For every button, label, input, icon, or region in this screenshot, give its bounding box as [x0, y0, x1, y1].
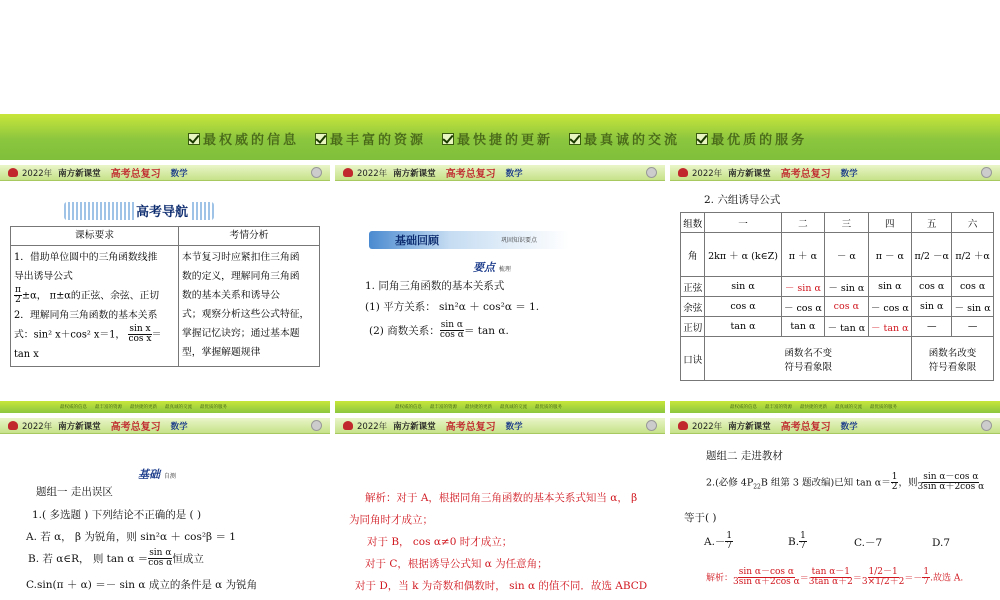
- table-cell: —: [952, 317, 994, 337]
- fraction: [440, 321, 464, 341]
- header-review: 高考总复习: [780, 422, 831, 433]
- quotient-relation: [369, 321, 509, 341]
- req-text: ±α， π±α的正弦、余弦、正切: [21, 290, 160, 302]
- header-subject: 数学: [840, 168, 858, 179]
- nav-circle-icon[interactable]: [981, 167, 992, 178]
- footer-item: 最权威的信息: [395, 405, 422, 410]
- footer-item: 最权威的信息: [60, 405, 87, 410]
- req-text: 式：sin² x＋cos² x＝1，: [14, 329, 126, 341]
- option-a: A. 若 α， β 为锐角，则 sin²α ＋ cos²β ＝ 1: [26, 531, 236, 543]
- checkbox-icon: [315, 133, 327, 145]
- self-test-label: [138, 466, 176, 482]
- banner-item-0: [188, 129, 299, 148]
- explanation-line: 对于 C，根据诱导公式知 α 为任意角；: [365, 558, 548, 570]
- column-header: 二: [781, 213, 825, 233]
- analysis-line: 数的基本关系和诱导公: [182, 289, 280, 301]
- solution-label: 解析：: [706, 573, 734, 584]
- question-part: 2.(必修 4P: [706, 477, 754, 489]
- mnemonic-line: 符号看象限: [784, 361, 833, 373]
- slide-header: [0, 165, 330, 181]
- denominator: cos x: [128, 334, 152, 345]
- solution-text: ＝－: [904, 573, 923, 584]
- slide-thumbnail-4[interactable]: [0, 418, 330, 600]
- option-a: [704, 532, 733, 552]
- denominator: 3sin α＋2cos α: [733, 577, 800, 588]
- fraction: [725, 532, 733, 552]
- mnemonic-right: [912, 337, 994, 381]
- banner-label: 最权威的信息: [203, 133, 300, 148]
- numerator: sin x: [129, 323, 151, 334]
- header-review: 高考总复习: [445, 169, 496, 180]
- footer-item: 最丰富的资源: [95, 405, 122, 410]
- quotient-label: (2) 商数关系：: [369, 324, 440, 337]
- table-cell: － tan α: [825, 317, 868, 337]
- numerator: 1/2－1: [868, 567, 898, 577]
- section-title-badge: [64, 202, 214, 220]
- header-brand: 南方新课堂: [728, 421, 771, 432]
- answer-cell: － sin α: [781, 277, 825, 297]
- fraction: [148, 549, 172, 569]
- option-label: A.－: [704, 535, 726, 548]
- formula-table-title: 2. 六组诱导公式: [704, 194, 781, 206]
- numerator: 1: [923, 567, 930, 577]
- denominator: 3tan α＋2: [808, 577, 853, 588]
- slide-footer: [0, 401, 330, 413]
- header-review: 高考总复习: [780, 169, 831, 180]
- fraction: [917, 473, 984, 493]
- table-cell: sin α: [912, 297, 952, 317]
- header-subject: 数学: [170, 421, 188, 432]
- logo-icon: [343, 421, 353, 430]
- quotient-result: ＝ tan α.: [463, 324, 509, 337]
- nav-circle-icon[interactable]: [981, 420, 992, 431]
- denominator: 3×1/2＋2: [861, 577, 905, 588]
- fraction: [922, 568, 930, 588]
- question-part: ，则: [898, 477, 918, 489]
- page-subscript: 22: [753, 483, 761, 491]
- header-subject: 数学: [170, 168, 188, 179]
- analysis-line: 本节复习时应紧扣住三角函: [182, 251, 300, 263]
- req-line: 2．理解同角三角函数的基本关系: [14, 309, 158, 321]
- answer-cell: － tan α: [868, 317, 912, 337]
- column-header: 六: [952, 213, 994, 233]
- footer-item: 最丰富的资源: [765, 405, 792, 410]
- column-header: 组数: [681, 213, 705, 233]
- footer-item: 最优质的服务: [535, 405, 562, 410]
- fraction: [809, 568, 853, 588]
- column-header: 课标要求: [11, 227, 179, 246]
- banner-label: 最快捷的更新: [457, 133, 554, 148]
- slide-header: [670, 165, 1000, 181]
- option-b-text: 恒成立: [172, 552, 204, 565]
- banner-item-3: [569, 129, 680, 148]
- slide-footer: [335, 401, 665, 413]
- column-header: 五: [912, 213, 952, 233]
- footer-item: 最优质的服务: [200, 405, 227, 410]
- slide-thumbnail-2[interactable]: [335, 165, 665, 413]
- slide-header: [670, 418, 1000, 434]
- footer-item: 最丰富的资源: [430, 405, 457, 410]
- header-subject: 数学: [840, 421, 858, 432]
- footer-item: 最真诚的交流: [835, 405, 862, 410]
- logo-icon: [343, 168, 353, 177]
- angle-cell: π ＋ α: [781, 233, 825, 277]
- header-year: 2022年: [22, 168, 53, 179]
- table-cell: － sin α: [952, 297, 994, 317]
- numerator: 1: [726, 531, 733, 541]
- column-header: 三: [825, 213, 868, 233]
- numerator: sin α: [149, 548, 172, 558]
- column-header: 四: [868, 213, 912, 233]
- explanation-line: 为同角时才成立；: [349, 514, 433, 526]
- header-year: 2022年: [357, 421, 388, 432]
- numerator: sin α－cos α: [738, 567, 794, 577]
- checkbox-icon: [569, 133, 581, 145]
- nav-circle-icon[interactable]: [646, 420, 657, 431]
- table-cell: —: [912, 317, 952, 337]
- checkbox-icon: [442, 133, 454, 145]
- self-test-subtitle: 自测: [163, 473, 176, 480]
- req-line: [14, 286, 175, 306]
- mnemonic-line: 函数名改变: [928, 347, 977, 359]
- banner-item-1: [315, 129, 426, 148]
- header-review: 高考总复习: [445, 422, 496, 433]
- fraction: [128, 325, 151, 345]
- column-header: 考情分析: [179, 227, 320, 246]
- denominator: 3sin α＋2cos α: [917, 482, 985, 493]
- row-header: 角: [681, 233, 705, 277]
- slide-header: [335, 418, 665, 434]
- analysis-cell: [179, 245, 320, 366]
- key-points-subtitle: 梳理: [498, 266, 511, 273]
- nav-circle-icon[interactable]: [311, 167, 322, 178]
- slide-header: [0, 418, 330, 434]
- header-year: 2022年: [692, 421, 723, 432]
- course-table: [10, 226, 320, 367]
- req-line: 1．借助单位圆中的三角函数线推: [14, 251, 158, 263]
- analysis-line: 数的定义，理解同角三角函: [182, 270, 300, 282]
- logo-icon: [678, 421, 688, 430]
- numerator: sin α: [440, 320, 463, 330]
- solution-line: 解析： $\frac{\text{sin α－cos α}}{\text{3sin α＋2cos α}}$ ＝ $\frac{\text{tan α－1}}{\text{3tan α＋2}}$ ＝ $\frac{1/2-1}{3\times 1/2+2}$ ＝－ $\frac{1}{7}$ .故选 A.: [706, 567, 964, 588]
- option-d: D.7: [932, 537, 951, 549]
- denominator: 7: [726, 541, 733, 552]
- mnemonic-line: 函数名不变: [784, 347, 833, 359]
- req-line: 导出诱导公式: [14, 270, 73, 282]
- table-cell: sin α: [868, 277, 912, 297]
- denominator: 7: [923, 577, 930, 588]
- header-brand: 南方新课堂: [728, 168, 771, 179]
- requirements-cell: [11, 245, 179, 366]
- header-subject: 数学: [505, 168, 523, 179]
- header-brand: 南方新课堂: [58, 168, 101, 179]
- denominator: cos α: [439, 330, 464, 341]
- answer-cell: cos α: [825, 297, 868, 317]
- header-year: 2022年: [22, 421, 53, 432]
- analysis-line: 型，掌握解题规律: [182, 347, 261, 359]
- header-year: 2022年: [357, 168, 388, 179]
- slide-thumbnail-6[interactable]: [670, 418, 1000, 600]
- key-points-title: 要点: [473, 261, 495, 274]
- denominator: cos α: [148, 558, 173, 569]
- header-brand: 南方新课堂: [58, 421, 101, 432]
- footer-item: 最权威的信息: [730, 405, 757, 410]
- banner-label: 最丰富的资源: [330, 133, 427, 148]
- fraction: [14, 286, 22, 306]
- question-blank: 等于( ): [684, 512, 717, 524]
- angle-cell: 2kπ ＋ α (k∈Z): [705, 233, 781, 277]
- slide-thumbnail-3[interactable]: [670, 165, 1000, 413]
- table-cell: － cos α: [868, 297, 912, 317]
- mnemonic-line: 符号看象限: [928, 361, 977, 373]
- header-year: 2022年: [692, 168, 723, 179]
- table-cell: cos α: [912, 277, 952, 297]
- row-header: 正弦: [681, 277, 705, 297]
- numerator: π: [15, 284, 21, 295]
- column-header: 一: [705, 213, 781, 233]
- banner-item-2: [442, 129, 553, 148]
- angle-cell: π/2 －α: [912, 233, 952, 277]
- req-text: ＝tan x: [14, 329, 162, 360]
- footer-item: 最真诚的交流: [500, 405, 527, 410]
- angle-cell: － α: [825, 233, 868, 277]
- header-review: 高考总复习: [110, 169, 161, 180]
- explanation-line: 对于 D，当 k 为奇数和偶数时， sin α 的值不同．故选 ABCD: [355, 580, 648, 592]
- checkbox-icon: [188, 133, 200, 145]
- footer-item: 最快捷的更新: [130, 405, 157, 410]
- option-c: C.－7: [854, 537, 883, 549]
- angle-cell: π － α: [868, 233, 912, 277]
- fraction: [733, 568, 800, 588]
- topic-heading: 1. 同角三角函数的基本关系式: [365, 280, 505, 292]
- analysis-line: 掌握记忆诀窍；通过基本题: [182, 328, 300, 340]
- table-cell: cos α: [705, 297, 781, 317]
- solution-text: .故选 A.: [930, 573, 964, 584]
- checkbox-icon: [696, 133, 708, 145]
- analysis-line: 式；观察分析这些公式特征，: [182, 308, 310, 320]
- explanation-line: 解析：对于 A，根据同角三角函数的基本关系式知当 α， β: [365, 492, 638, 504]
- fraction: [862, 568, 904, 588]
- numerator: tan α－1: [811, 567, 851, 577]
- table-cell: － sin α: [825, 277, 868, 297]
- header-review: 高考总复习: [110, 422, 161, 433]
- question-group-title: 题组一 走出误区: [36, 486, 113, 498]
- section-title: 高考导航: [134, 201, 190, 220]
- denominator: 2: [15, 295, 21, 306]
- numerator: 1: [891, 472, 898, 482]
- footer-item: 最真诚的交流: [165, 405, 192, 410]
- logo-icon: [678, 168, 688, 177]
- header-brand: 南方新课堂: [393, 168, 436, 179]
- option-b: [788, 532, 807, 552]
- footer-item: 最快捷的更新: [465, 405, 492, 410]
- row-header: 余弦: [681, 297, 705, 317]
- fraction: [799, 532, 807, 552]
- key-points-label: [473, 259, 511, 275]
- banner-label: 最优质的服务: [711, 133, 808, 148]
- row-header: 口诀: [681, 337, 705, 381]
- slide-header: [335, 165, 665, 181]
- mnemonic-left: [705, 337, 912, 381]
- row-header: 正切: [681, 317, 705, 337]
- numerator: sin α－cos α: [923, 472, 979, 482]
- footer-item: 最快捷的更新: [800, 405, 827, 410]
- logo-icon: [8, 168, 18, 177]
- explanation-line: 对于 B， cos α≠0 时才成立；: [367, 536, 513, 548]
- req-line: [14, 325, 175, 364]
- denominator: 7: [800, 541, 806, 552]
- table-cell: － cos α: [781, 297, 825, 317]
- self-test-title: 基础: [138, 468, 160, 481]
- slide-footer: [670, 401, 1000, 413]
- table-cell: tan α: [781, 317, 825, 337]
- question-text: [706, 473, 984, 493]
- footer-item: 最优质的服务: [870, 405, 897, 410]
- top-banner: [0, 114, 1000, 160]
- question-text: 1.( 多选题 ) 下列结论不正确的是 ( ): [32, 509, 202, 521]
- banner-item-4: [696, 129, 807, 148]
- nav-circle-icon[interactable]: [646, 167, 657, 178]
- induction-formula-table: [680, 212, 994, 381]
- numerator: 1: [800, 531, 806, 541]
- option-label: B.: [788, 535, 800, 548]
- header-brand: 南方新课堂: [393, 421, 436, 432]
- option-b-text: B. 若 α∈R， 则 tan α ＝: [28, 552, 149, 565]
- slide-thumbnail-5[interactable]: [335, 418, 665, 600]
- nav-circle-icon[interactable]: [311, 420, 322, 431]
- question-group-title: 题组二 走进教材: [706, 450, 783, 462]
- denominator: 2: [891, 482, 898, 493]
- section-badge-title: 基础回顾: [395, 234, 439, 247]
- angle-cell: π/2 ＋α: [952, 233, 994, 277]
- logo-icon: [8, 421, 18, 430]
- square-relation: (1) 平方关系： sin²α ＋ cos²α ＝ 1.: [365, 301, 540, 313]
- header-subject: 数学: [505, 421, 523, 432]
- banner-label: 最真诚的交流: [584, 133, 681, 148]
- table-cell: tan α: [705, 317, 781, 337]
- section-badge-subtitle: 巩固知识要点: [501, 237, 538, 244]
- option-b: [28, 549, 204, 569]
- table-cell: cos α: [952, 277, 994, 297]
- option-c: C.sin(π ＋ α) ＝－ sin α 成立的条件是 α 为锐角: [26, 579, 258, 591]
- question-part: B 组第 3 题改编)已知 tan α＝: [760, 477, 891, 489]
- slide-thumbnail-1[interactable]: [0, 165, 330, 413]
- table-cell: sin α: [705, 277, 781, 297]
- section-badge: [369, 231, 569, 249]
